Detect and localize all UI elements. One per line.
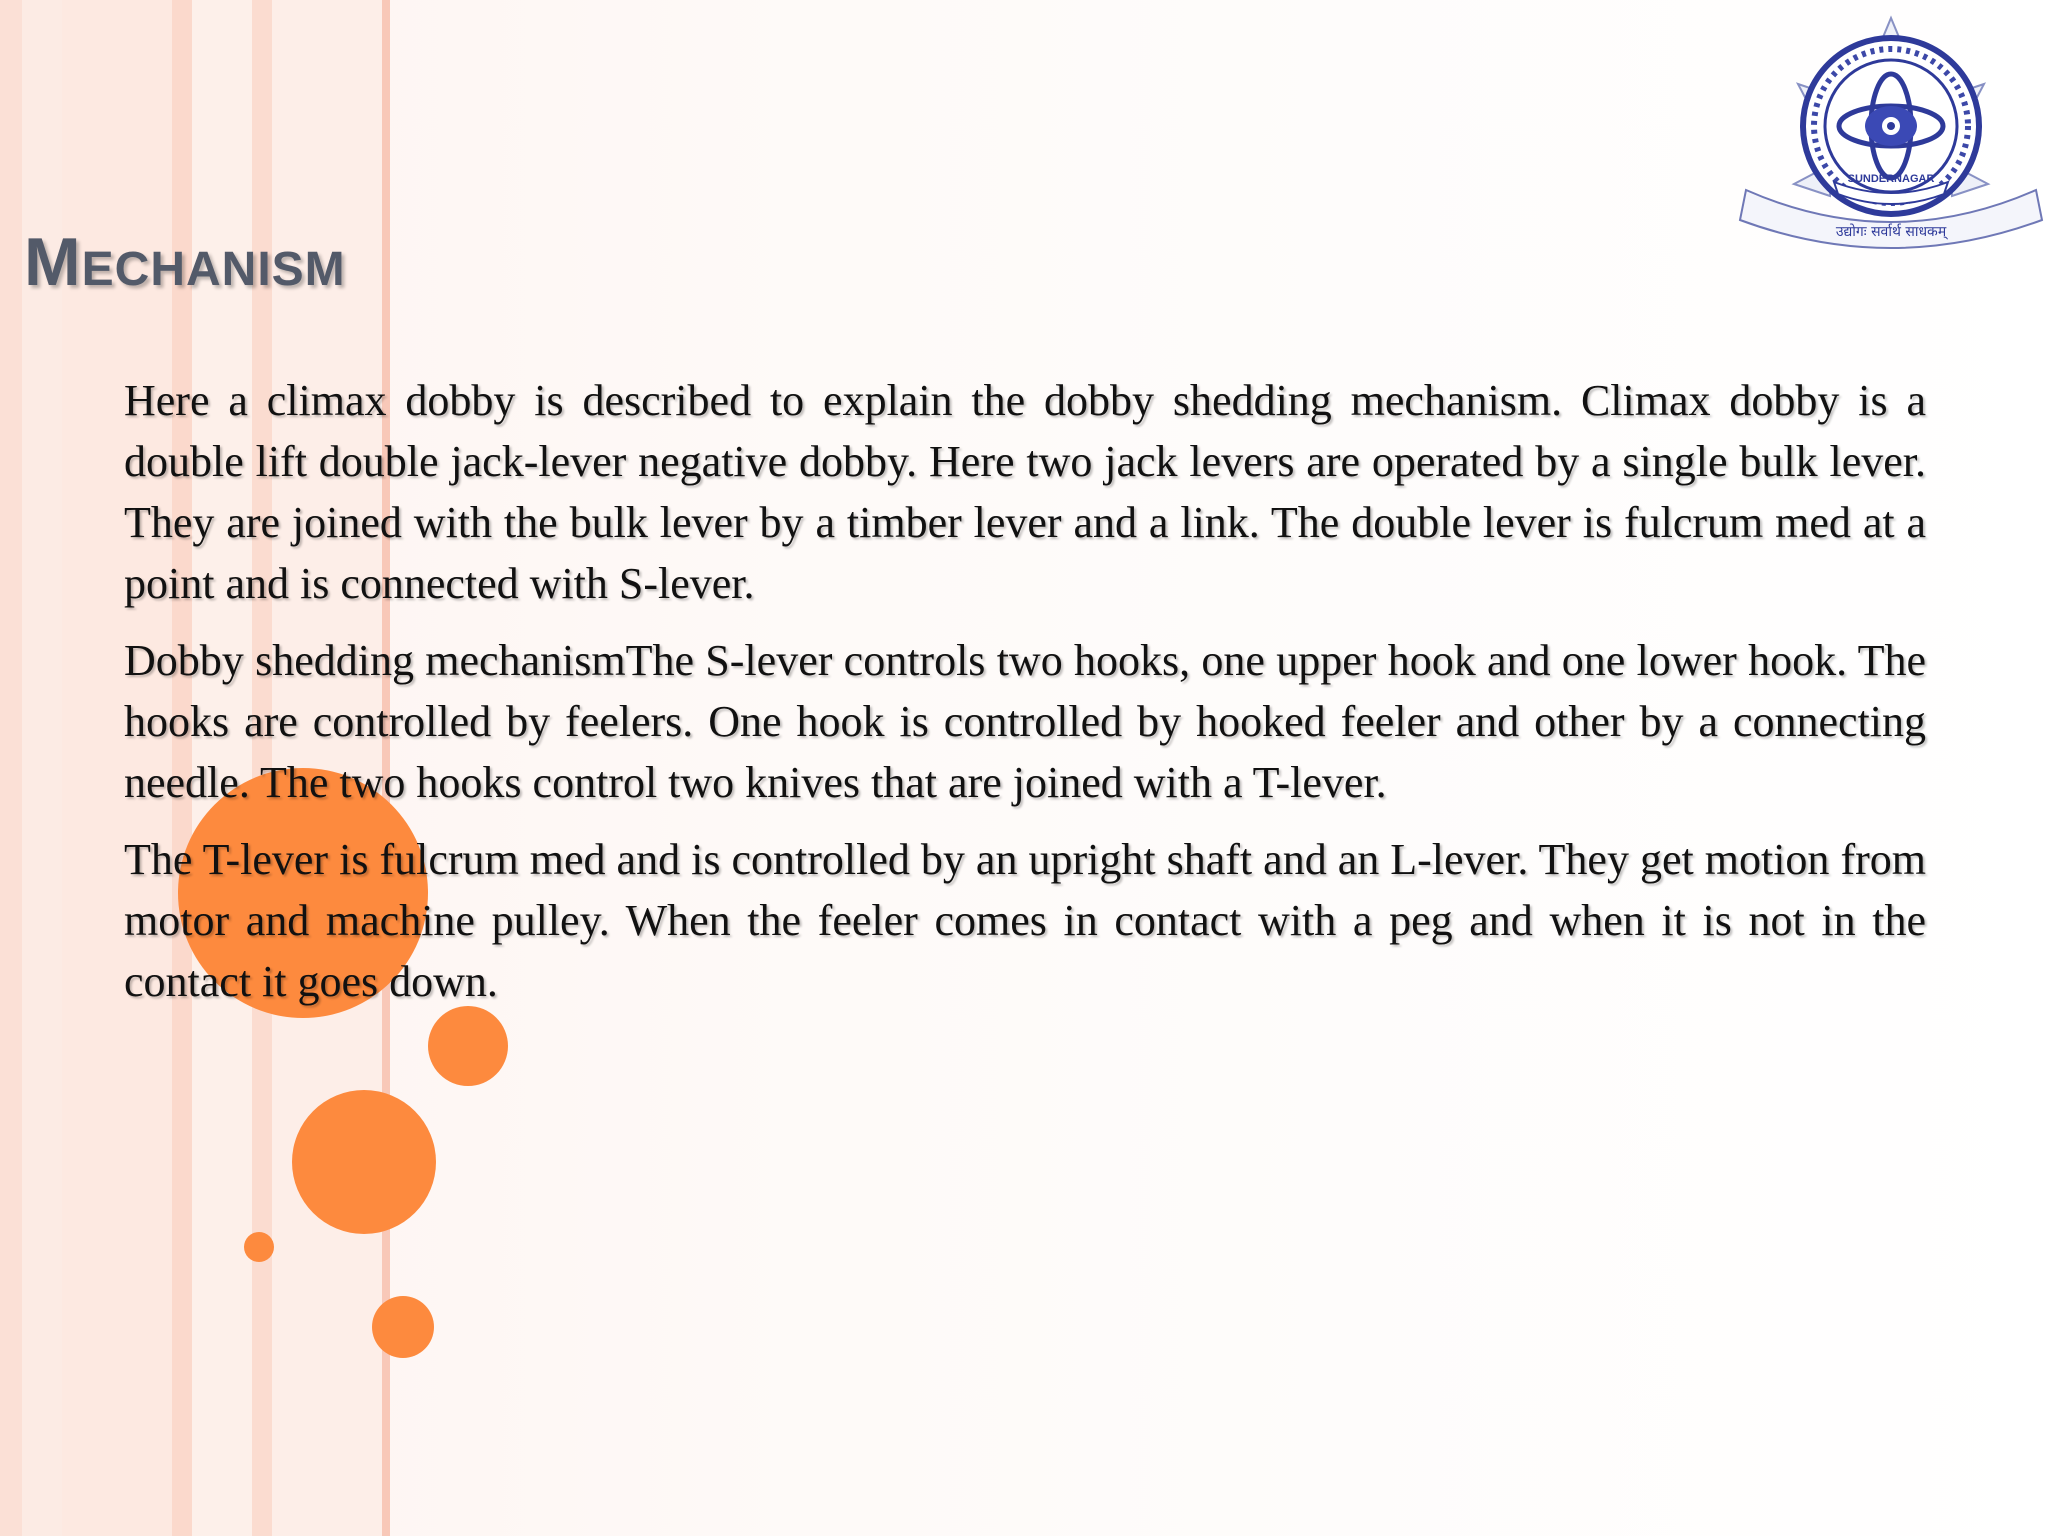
decor-stripe — [0, 0, 22, 1536]
college-emblem-icon — [1738, 14, 2044, 254]
paragraph: The T-lever is fulcrum med and is controlled by an upright shaft and an L-lever. They get motion from motor and machine pulley. When the feeler comes in contact with a peg and when it is not in the contact it goes down. — [124, 835, 1926, 1006]
slide-body — [124, 370, 1926, 1028]
logo-label: SUNDERNAGAR — [1847, 173, 1935, 185]
decor-circle-tiny — [244, 1232, 274, 1262]
decor-circle-small-bottom — [372, 1296, 434, 1358]
logo-motto: उद्योगः सर्वार्थ साधकम् — [1835, 224, 1947, 240]
paragraph: Here a climax dobby is described to explain the dobby shedding mechanism. Climax dobby is a double lift double jack-lever negative dobby. Here two jack levers are operated by a single bulk lever. They are joined with the bulk lever by a timber lever and a link. The double lever is fulcrum med at a point and is connected with S-lever. — [124, 376, 1926, 608]
slide-title: Mechanism — [24, 224, 346, 300]
paragraph: Dobby shedding mechanismThe S-lever controls two hooks, one upper hook and one lower hook. The hooks are controlled by feelers. One hook is controlled by hooked feeler and other by a connecting needle. The two hooks control two knives that are joined with a T-lever. — [124, 636, 1926, 807]
decor-circle-medium — [292, 1090, 436, 1234]
college-logo — [1738, 14, 2044, 254]
